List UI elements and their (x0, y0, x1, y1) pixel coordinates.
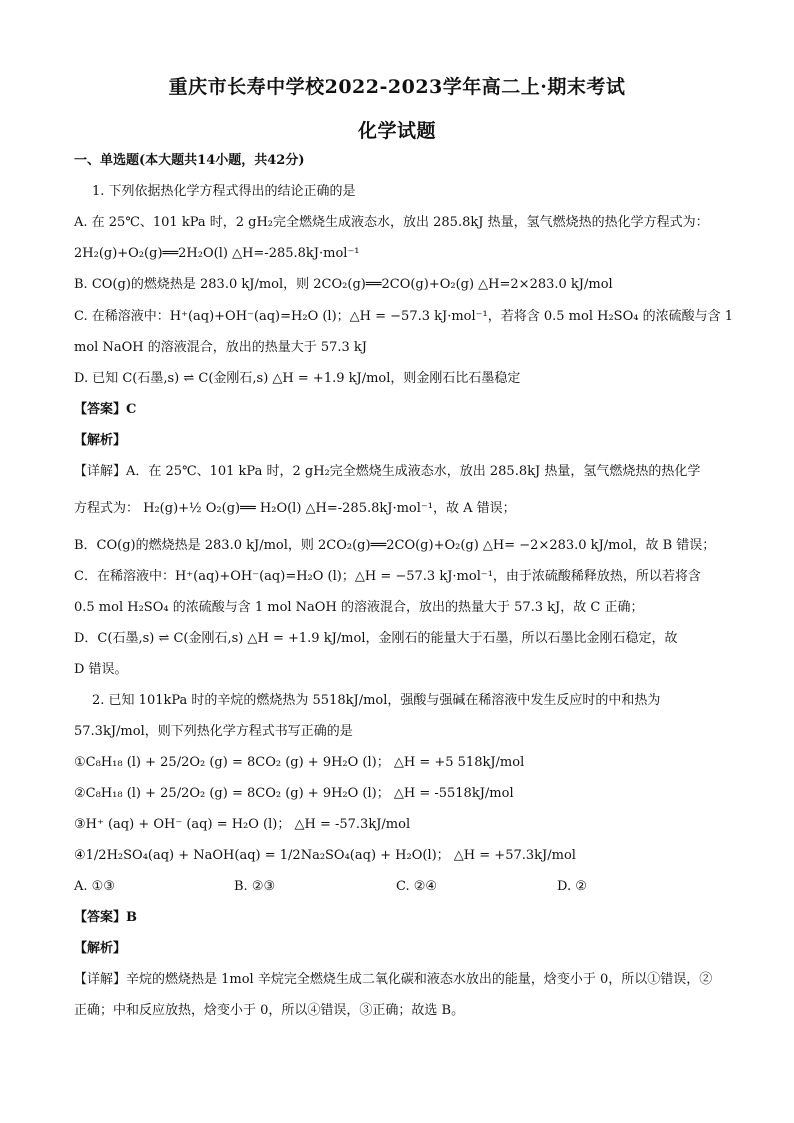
q1-detail-7: D 错误。 (74, 662, 128, 677)
q2-stem: 2. 已知 101kPa 时的辛烷的燃烧热为 5518kJ/mol，强酸与强碱在稀溶液中发生反应时的中和热为 (92, 693, 661, 708)
q1-detail-1: 【详解】A．在 25℃、101 kPa 时，2 gH₂完全燃烧生成液态水，放出 285.8kJ 热量，氢气燃烧热的热化学 (74, 464, 701, 479)
page-title: 重庆市长寿中学校2022-2023学年高二上·期末考试 (168, 76, 626, 98)
q1-detail-6: D．C(石墨,s) ⇌ C(金刚石,s) △H = +1.9 kJ/mol，金刚石的能量大于石墨，所以石墨比金刚石稳定，故 (74, 631, 678, 646)
q2-equation-4: ④1/2H₂SO₄(aq) + NaOH(aq) = 1/2Na₂SO₄(aq) + H₂O(l)； △H = +57.3kJ/mol (74, 848, 576, 863)
q2-detail-2: 正确；中和反应放热，焓变小于 0，所以④错误，③正确；故选 B。 (74, 1003, 465, 1018)
q2-equation-2: ②C₈H₁₈ (l) + 25/2O₂ (g) = 8CO₂ (g) + 9H₂O (l)； △H = -5518kJ/mol (74, 786, 514, 801)
q2-detail-1: 【详解】辛烷的燃烧热是 1mol 辛烷完全燃烧生成二氧化碳和液态水放出的能量，焓变小于 0，所以①错误，② (74, 972, 713, 987)
q1-detail-2: 方程式为： H₂(g)+½ O₂(g)══ H₂O(l) △H=-285.8kJ·mol⁻¹，故 A 错误； (74, 501, 516, 516)
q1-option-d: D. 已知 C(石墨,s) ⇌ C(金刚石,s) △H = +1.9 kJ/mol，则金刚石比石墨稳定 (74, 371, 521, 386)
q1-detail-5: 0.5 mol H₂SO₄ 的浓硫酸与含 1 mol NaOH 的溶液混合，放出的热量大于 57.3 kJ，故 C 正确； (74, 600, 644, 615)
q1-option-c: C. 在稀溶液中：H⁺(aq)+OH⁻(aq)=H₂O (l)；△H = −57.3 kJ·mol⁻¹，若将含 0.5 mol H₂SO₄ 的浓硫酸与含 1 (74, 309, 733, 324)
q1-option-c-cont: mol NaOH 的溶液混合，放出的热量大于 57.3 kJ (74, 340, 367, 355)
page-subtitle: 化学试题 (357, 120, 436, 142)
q2-option-d: D. ② (557, 879, 587, 894)
q1-option-a: A. 在 25℃、101 kPa 时，2 gH₂完全燃烧生成液态水，放出 285.8kJ 热量，氢气燃烧热的热化学方程式为： (74, 215, 709, 230)
q1-detail-3: B．CO(g)的燃烧热是 283.0 kJ/mol，则 2CO₂(g)══2CO(g)+O₂(g) △H= −2×283.0 kJ/mol，故 B 错误； (74, 538, 716, 553)
q2-equation-1: ①C₈H₁₈ (l) + 25/2O₂ (g) = 8CO₂ (g) + 9H₂O (l)； △H = +5 518kJ/mol (74, 755, 525, 770)
q2-answer: 【答案】B (74, 910, 137, 925)
q2-equation-3: ③H⁺ (aq) + OH⁻ (aq) = H₂O (l)； △H = -57.3kJ/mol (74, 817, 411, 832)
q2-analysis-label: 【解析】 (74, 941, 127, 956)
q1-answer: 【答案】C (74, 402, 137, 417)
q2-option-a: A. ①③ (74, 879, 115, 894)
q1-analysis-label: 【解析】 (74, 433, 127, 448)
q1-detail-4: C．在稀溶液中：H⁺(aq)+OH⁻(aq)=H₂O (l)；△H = −57.3 kJ·mol⁻¹，由于浓硫酸稀释放热，所以若将含 (74, 569, 701, 584)
q2-option-b: B. ②③ (234, 879, 276, 894)
section-heading: 一、单选题(本大题共14小题，共42分) (74, 153, 305, 168)
q1-option-b: B. CO(g)的燃烧热是 283.0 kJ/mol，则 2CO₂(g)══2CO(g)+O₂(g) △H=2×283.0 kJ/mol (74, 277, 613, 292)
q2-option-c: C. ②④ (396, 879, 438, 894)
q1-option-a-equation: 2H₂(g)+O₂(g)══2H₂O(l) △H=-285.8kJ·mol⁻¹ (74, 246, 360, 261)
q1-stem: 1. 下列依据热化学方程式得出的结论正确的是 (92, 184, 356, 199)
q2-stem-cont: 57.3kJ/mol，则下列热化学方程式书写正确的是 (74, 724, 353, 739)
